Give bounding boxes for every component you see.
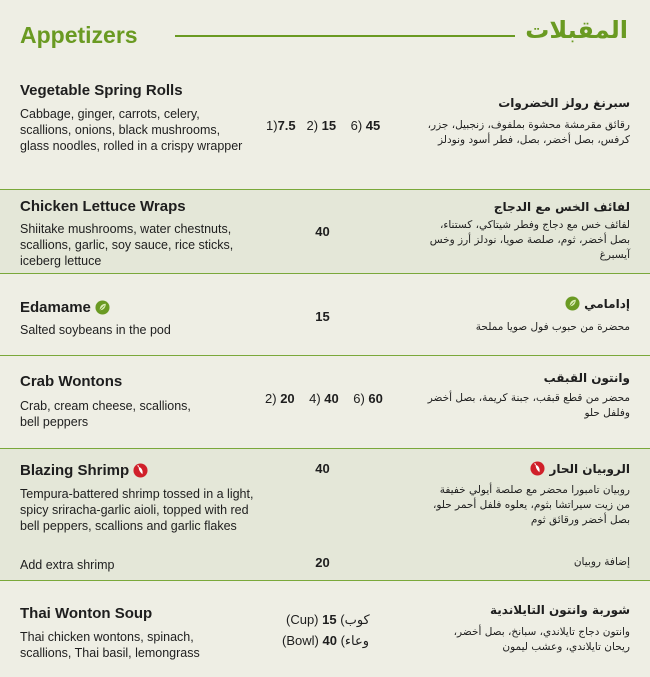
item-name-en-row [20,462,152,482]
item-name-ar-row [526,461,630,479]
item-price-list [266,118,380,133]
item-name-en: Thai Wonton Soup [20,605,153,622]
item-name-en: Edamame [20,299,91,316]
item-name-en: Crab Wontons [20,373,123,390]
menu-item-blazing-shrimp [0,449,650,580]
item-price-list [265,391,383,406]
item-price: 40 [315,461,330,476]
item-name-en-row [20,299,114,319]
soup-cup-price [286,612,370,628]
item-desc-en: Salted soybeans in the pod [20,323,171,337]
bowl-label-en: (Bowl) [282,633,319,648]
item-desc-en: Thai chicken wontons, spinach, scallions, Thai basil, lemongrass [20,630,200,660]
price-value: 45 [365,118,381,133]
soup-bowl-price [282,633,369,649]
item-name-ar: وانتون القبقب [543,371,630,385]
section-title-ar: المقبلات [525,16,628,44]
price-qty: 2) [306,118,319,133]
item-name-ar: إدامامي [584,297,630,311]
item-desc-ar: وانتون دجاج تايلاندي، سبانخ، بصل أخضر، ريحان تايلاندي، وعشب ليمون [453,626,630,653]
cup-price: 15 [322,612,337,627]
item-price: 40 [315,224,330,239]
item-name-ar: شوربة وانتون التايلاندية [490,603,630,617]
menu-item-thai-wonton-soup [0,581,650,677]
item-name-en: Chicken Lettuce Wraps [20,198,186,215]
title-rule [175,35,515,37]
menu-item-lettuce-wraps [0,190,650,273]
item-name-ar: الروبيان الحار [549,462,630,476]
cup-label-ar: (كوب [340,612,370,627]
chili-icon [133,463,148,482]
price-value: 7.5 [277,118,296,133]
item-desc-ar: رقائق مقرمشة محشوة بملفوف، زنجبيل، جزر، كرفس، بصل أخضر، بصل، فطر أسود ونودلز [427,119,630,146]
item-desc-ar: محضر من قطع قبقب، جبنة كريمة، بصل أخضر وفلفل حلو [427,392,630,419]
item-desc-ar: محضرة من حبوب فول صويا مملحة [475,321,630,333]
extra-option-en: Add extra shrimp [20,558,115,572]
price-value: 40 [324,391,339,406]
item-price: 15 [315,309,330,324]
item-name-ar: لفائف الخس مع الدجاج [493,200,630,214]
menu-header [0,0,650,60]
menu-item-crab-wontons [0,356,650,448]
item-name-ar: سبرنغ رولز الخضروات [498,96,630,110]
item-desc-ar: لفائف خس مع دجاج وفطر شيتاكي، كستناء، بصل أخضر، ثوم، صلصة صويا، نودلز أرز وخس آيسبرغ [429,219,630,261]
price-qty: 6) [350,118,363,133]
price-qty: 6) [353,391,365,406]
bowl-label-ar: (وعاء [340,633,370,648]
chili-icon [530,461,545,479]
menu-item-spring-rolls [0,62,650,189]
extra-option-ar: إضافة روبيان [573,556,630,568]
item-desc-en: Cabbage, ginger, carrots, celery, scallions, onions, black mushrooms, glass noodles, rolled in a crispy wrapper [20,107,243,153]
price-value: 60 [368,391,383,406]
item-desc-en: Tempura-battered shrimp tossed in a light, spicy sriracha-garlic aioli, topped with red bell peppers, scallions and garlic flakes [20,487,254,533]
price-qty: 1) [266,118,278,133]
item-name-ar-row [561,296,630,314]
price-value: 20 [280,391,295,406]
item-desc-en: Crab, cream cheese, scallions, bell peppers [20,399,191,429]
item-desc-ar: روبيان تامبورا محضر مع صلصة أيولي خفيفة من زيت سيراتشا بثوم، يعلوه فلفل أحمر حلو، بصل أخضر ورقائق ثوم [432,484,630,526]
price-qty: 2) [265,391,277,406]
section-title-en: Appetizers [20,22,138,48]
menu-item-edamame [0,274,650,355]
leaf-icon [95,300,110,319]
cup-label-en: (Cup) [286,612,319,627]
price-value: 15 [321,118,337,133]
bowl-price: 40 [322,633,337,648]
extra-option-price: 20 [315,555,330,570]
item-desc-en: Shiitake mushrooms, water chestnuts, scallions, garlic, soy sauce, rice sticks, iceberg lettuce [20,222,234,268]
leaf-icon [565,296,580,314]
price-qty: 4) [309,391,321,406]
item-name-en: Blazing Shrimp [20,462,130,479]
item-name-en: Vegetable Spring Rolls [20,82,183,99]
